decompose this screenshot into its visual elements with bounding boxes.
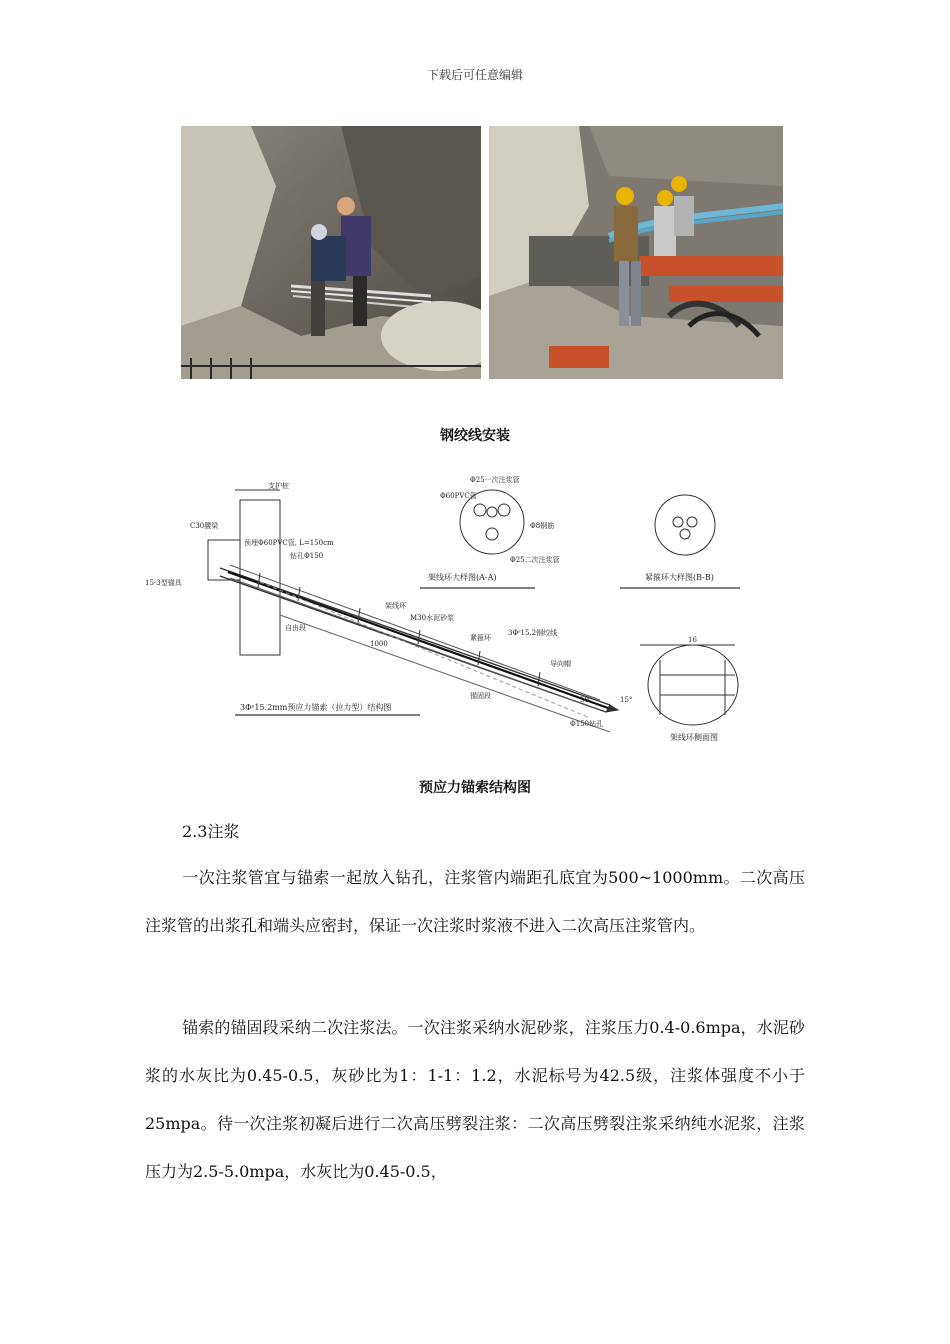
caption-anchor-structure: 预应力锚索结构图 <box>419 780 531 796</box>
paragraph-1 <box>145 854 805 950</box>
label-angle: 15° <box>620 696 633 704</box>
header-note: 下载后可任意编辑 <box>426 68 523 82</box>
photo-strand-install-left <box>181 126 481 379</box>
label-cement: M30水泥砂浆 <box>410 614 455 622</box>
photo-strand-install-right <box>489 126 783 379</box>
section-bb-title: 紧箍环大样图(B-B) <box>645 573 714 582</box>
label-strand: 3Φˢ15.2钢绞线 <box>508 629 558 637</box>
label-hole-150: Φ150钻孔 <box>570 720 604 728</box>
label-sleeve: 预埋Φ60PVC管, L=150cm <box>244 539 334 547</box>
label-anchor-length: 锚固段 <box>470 692 491 700</box>
label-dim-50: 50 <box>580 696 589 704</box>
label-dim-1000: 1000 <box>370 640 388 648</box>
label-borehole: 钻孔Φ150 <box>290 552 324 560</box>
anchor-structure-diagram <box>140 470 820 750</box>
label-dim-16: 16 <box>688 636 697 644</box>
label-pipe-60: Φ60PVC管 <box>440 492 477 500</box>
label-spacer: 架线环 <box>385 602 406 610</box>
label-anchor-plate: 15-3型锚具 <box>145 579 182 587</box>
caption-strand-installation: 钢绞线安装 <box>440 428 510 444</box>
paragraph-2-text: 锚索的锚固段采纳二次注浆法。一次注浆采纳水泥砂浆，注浆压力0.4-0.6mpa，水泥砂浆的水灰比为0.45-0.5，灰砂比为1：1-1：1.2，水泥标号为42.5级，注浆体强度不小于25mpa。待一次注浆初凝后进行二次高压劈裂注浆：二次高压劈裂注浆采纳纯水泥浆，注浆压力为2.5-5.0mpa，水灰比为0.45-0.5， <box>145 1018 805 1181</box>
label-guide-cap: 导向帽 <box>550 660 571 668</box>
section-bb-circle <box>655 495 715 555</box>
label-steel-bar: Φ8钢筋 <box>530 522 555 530</box>
label-free-length: 自由段 <box>285 624 306 632</box>
diagram-main-title: 3Φˢ15.2mm预应力锚索（拉力型）结构图 <box>240 703 392 712</box>
label-tight-ring: 紧箍环 <box>470 634 491 642</box>
label-second-grout: Φ25二次注浆管 <box>510 556 560 564</box>
section-aa-title: 架线环大样图(A-A) <box>428 573 497 582</box>
label-grout-pipe: Φ25一次注浆管 <box>470 476 520 484</box>
section-heading-grouting: 2.3注浆 <box>182 822 240 841</box>
paragraph-2 <box>145 1004 805 1196</box>
label-waler: C30腰梁 <box>190 522 219 530</box>
label-support-pile: 支护桩 <box>268 482 289 490</box>
side-view-title: 架线环侧面图 <box>670 733 718 742</box>
paragraph-1-text: 一次注浆管宜与锚索一起放入钻孔，注浆管内端距孔底宜为500~1000mm。二次高压注浆管的出浆孔和端头应密封，保证一次注浆时浆液不进入二次高压注浆管内。 <box>145 868 805 935</box>
